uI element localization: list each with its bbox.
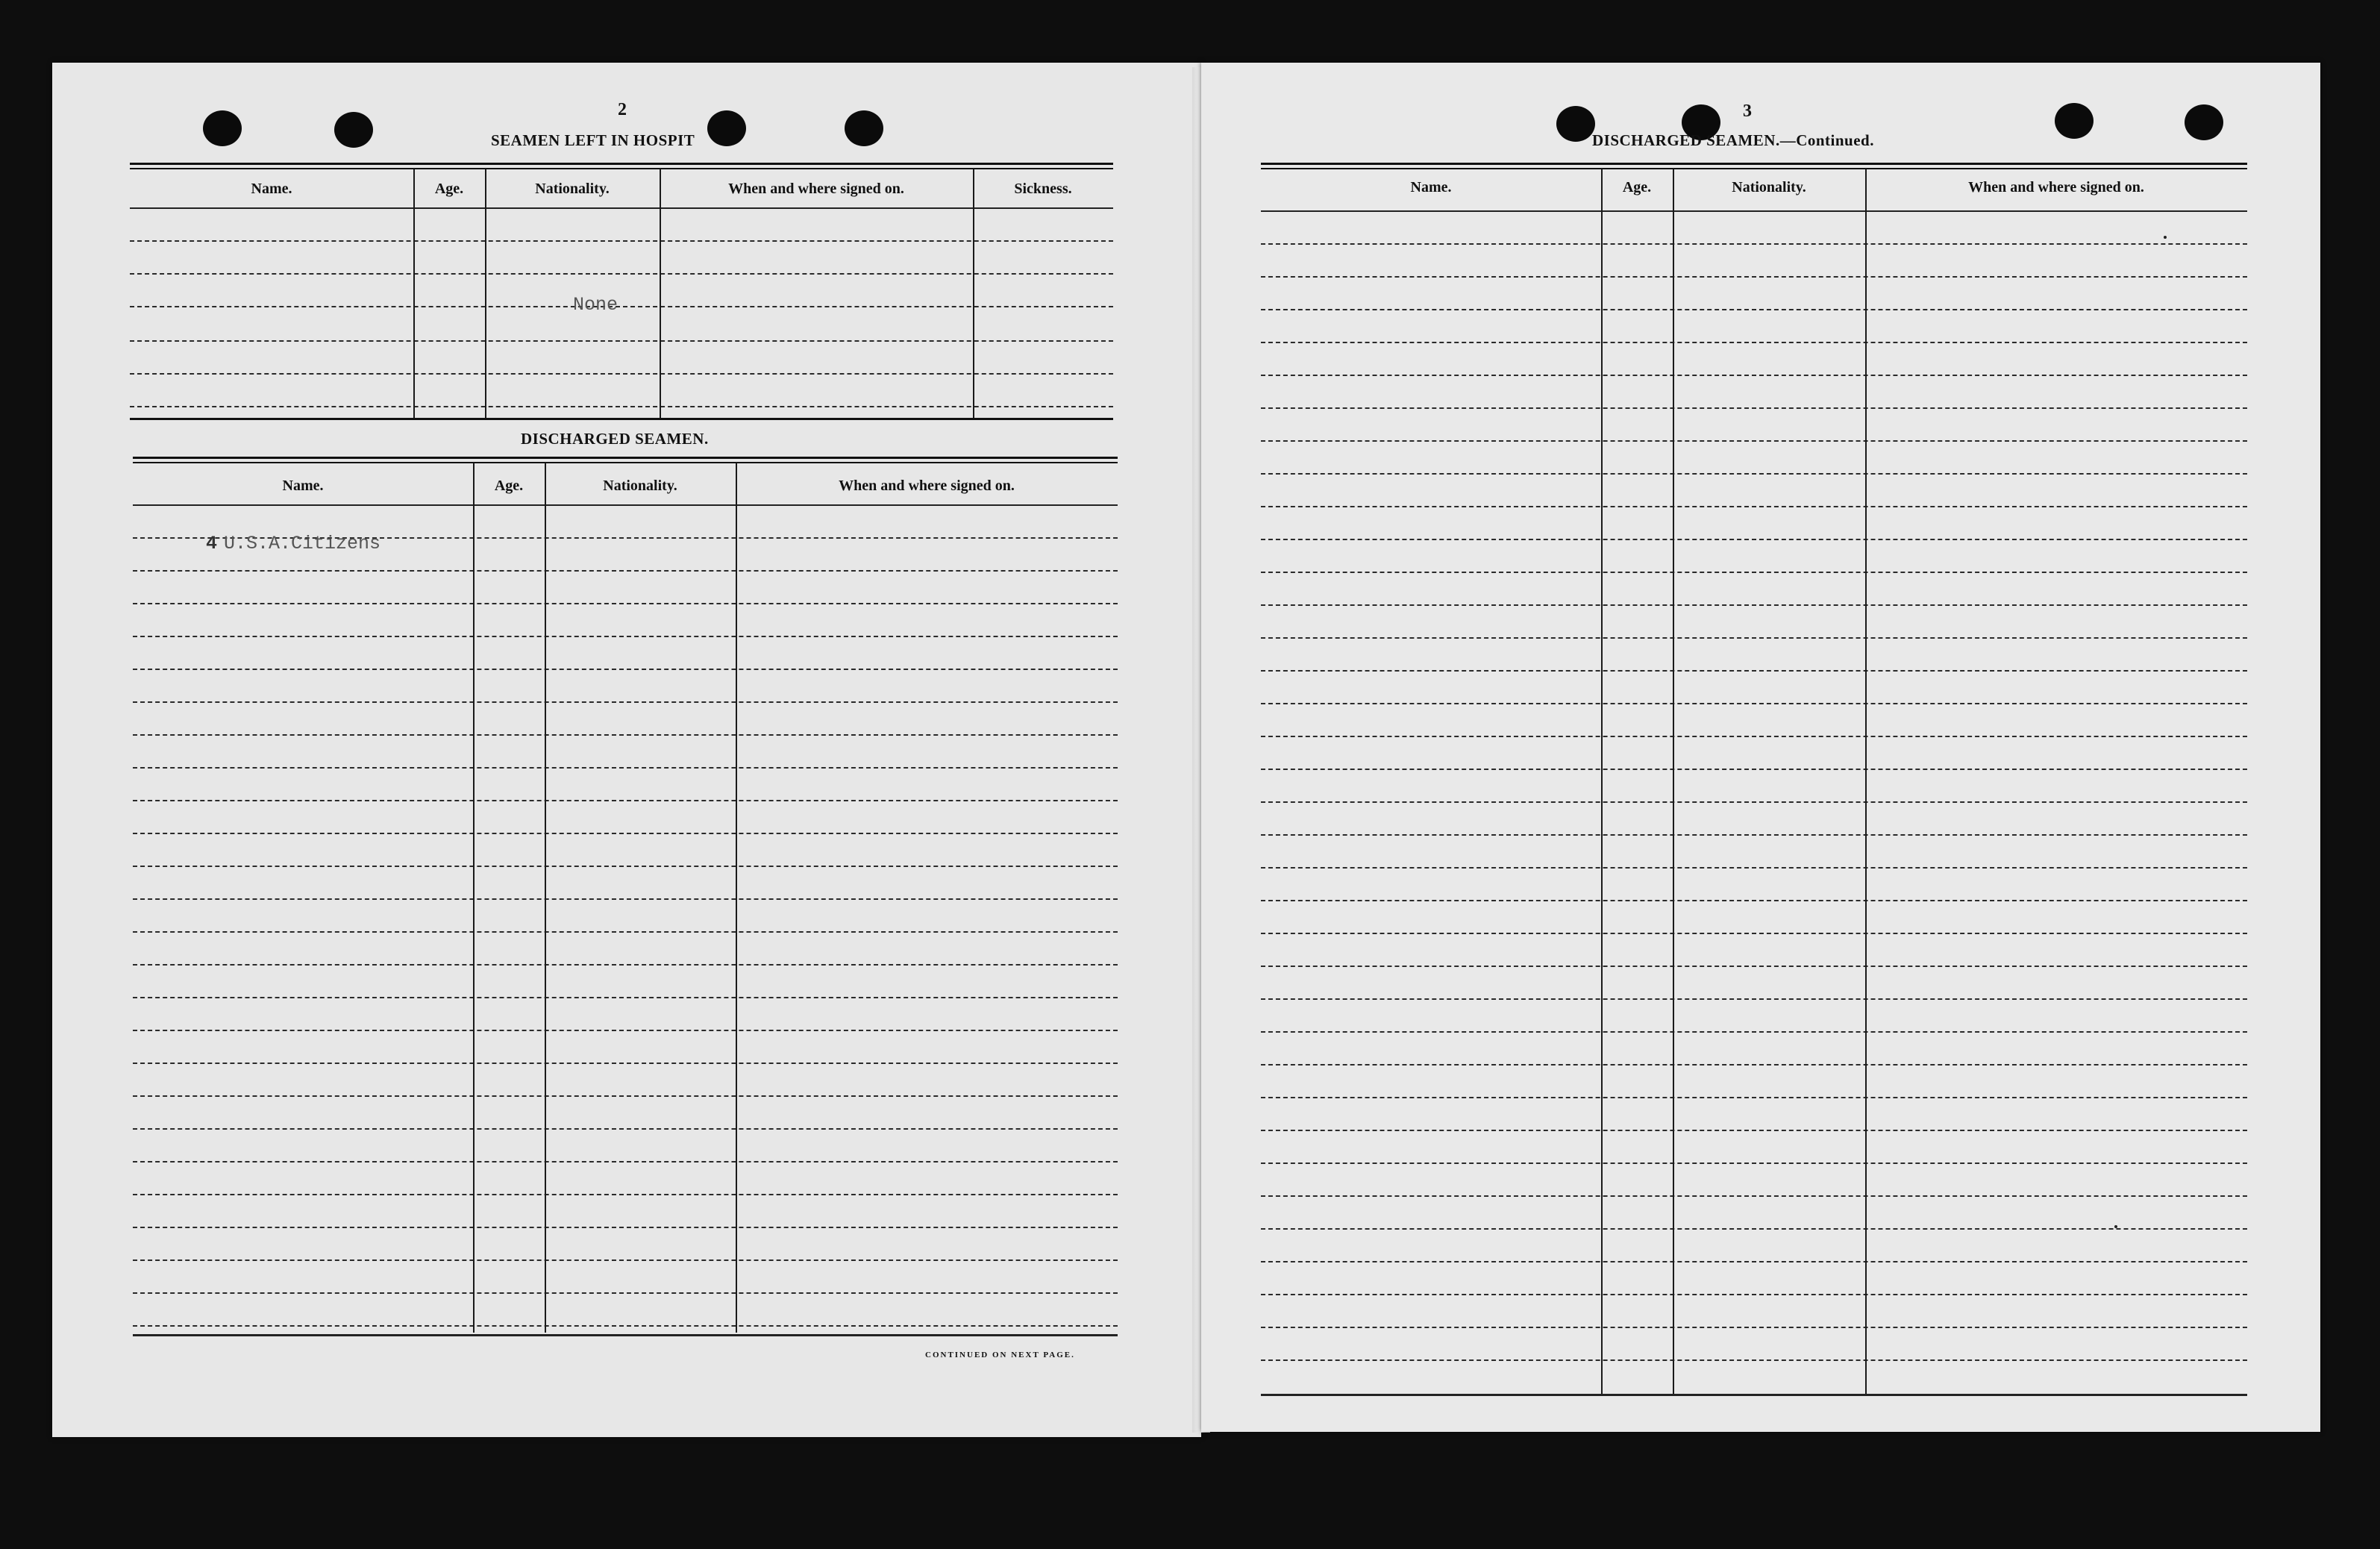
column-header-sickness: Sickness. <box>1014 181 1072 197</box>
column-header-name: Name. <box>1410 179 1452 195</box>
column-header-nationality: Nationality. <box>1732 179 1806 195</box>
continued-note: CONTINUED ON NEXT PAGE. <box>925 1351 1075 1359</box>
discharged-entry-count: 4 <box>206 533 218 554</box>
punch-hole <box>1556 106 1595 142</box>
discharged-section-title: DISCHARGED SEAMEN. <box>521 430 709 448</box>
column-header-name: Name. <box>282 478 324 494</box>
column-header-signed-on: When and where signed on. <box>1968 179 2144 195</box>
discharged-entry: U.S.A.Citizens <box>224 533 381 554</box>
column-header-name: Name. <box>251 181 292 197</box>
discharged-continued-title: DISCHARGED SEAMEN.—Continued. <box>1592 131 1874 149</box>
column-header-nationality: Nationality. <box>535 181 610 197</box>
column-header-signed-on: When and where signed on. <box>839 478 1015 494</box>
punch-hole <box>845 110 883 146</box>
hospital-table <box>130 163 1113 424</box>
punch-hole <box>334 112 373 148</box>
column-header-nationality: Nationality. <box>603 478 677 494</box>
column-header-age: Age. <box>494 478 524 494</box>
page-number: 3 <box>1743 101 1752 121</box>
punch-hole <box>2055 103 2094 139</box>
discharged-table <box>133 457 1118 1349</box>
right-page <box>1201 63 2320 1432</box>
discharged-continued-table <box>1261 163 2247 1410</box>
left-page <box>52 63 1201 1437</box>
punch-hole <box>203 110 242 146</box>
punch-hole <box>707 110 746 146</box>
hospital-entry: None <box>573 294 619 316</box>
punch-hole <box>2185 104 2223 140</box>
hospital-section-title: SEAMEN LEFT IN HOSPIT <box>491 131 695 149</box>
column-header-age: Age. <box>1622 179 1652 195</box>
page-number: 2 <box>618 100 627 119</box>
column-header-signed-on: When and where signed on. <box>728 181 904 197</box>
column-header-age: Age. <box>434 181 464 197</box>
